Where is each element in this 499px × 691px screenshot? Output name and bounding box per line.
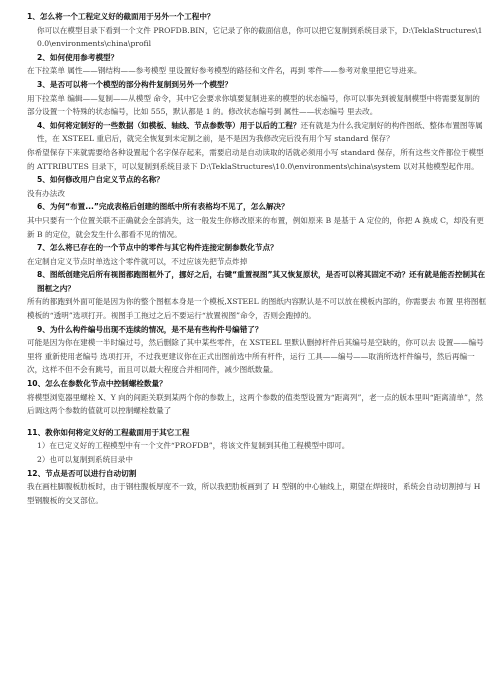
- question-8: 8、图纸创建完后所有视图都跑图框外了，挪好之后，右键“重置视图”其又恢复原状，是否可以将其固定不动？还有就是能否控制其在图框之内？: [37, 270, 486, 293]
- answer-10-line-1: 将模型浏览器里螺栓 X、Y 向的间距关联到某两个你的参数上，这两个参数的值类型设置为“距离列”，老一点的版本里叫“距离清单”，然后调这两个参数的值就可以控制螺栓数量了: [27, 392, 484, 416]
- answer-3-line-1: 用下拉菜单 编辑——复制——从模型 命令，其中它会要求你填要复制进来的模型的状态编号，你可以事先到被复制模型中将需要复制的部分设置一个特殊的状态编号，比如 555，默认都是 1 的。修改状态编号到 属性——状态编号 里去改。: [27, 93, 480, 117]
- document-body: [27, 10, 487, 507]
- answer-2-line-1: 在下拉菜单 属性——钢结构——参考模型 里设置好参考模型的路径和文件名，再到 零件——参考对象里把它导进来。: [27, 66, 422, 76]
- answer-8-line-1: 所有的都跑到外面可能是因为你的整个图框本身是一个模板,XSTEEL 的图纸内容默认是不可以放在模板内部的，你需要去 布置 里将图框模板的“透明”选项打开。视图手工拖过之后不要运行“放置视图”命令，否则会跑掉的。: [27, 297, 487, 321]
- answer-1-line-1: 你可以在模型目录下看到一个文件 PROFDB.BIN，它记录了你的截面信息，你可以把它复制到系统目录下，D:\TeklaStructures\10.0\environments\china\profil: [37, 25, 483, 49]
- question-1: 1、怎么将一个工程定义好的截面用于另外一个工程中？: [27, 12, 215, 21]
- answer-4-line-1: 还有就是为什么我定制好的构件图纸、整体布置图等属性，在 XSTEEL 重启后，就完全恢复到未定制之前，是不是因为我修改完后没有用个写 standard 保存？: [37, 120, 483, 144]
- answer-4-line-2: 你希望保存下来就需要给各种设置起个名字保存起来，需要启动是自动读取的话就必须用小写 standard 保存，所有这些文件都位于模型的 ATTRIBUTES 目录下，可以复制到系统目录下 D:\TeklaStructures\10.0\environments\china\system 以对其他模型起作用。: [27, 147, 484, 171]
- faq-item-6: [27, 200, 487, 241]
- faq-item-5: [27, 173, 487, 200]
- faq-item-3: [27, 78, 487, 119]
- question-11: 11、教你如何将定义好的工程截面用于其它工程: [27, 427, 190, 437]
- question-3: 3、是否可以将一个模型的部分构件复制到另外一个模型？: [37, 79, 233, 89]
- faq-item-1: [27, 10, 487, 51]
- question-4: 4、如何将定制好的一些数据（如模板、轴线、节点参数等）用于以后的工程？: [37, 120, 301, 130]
- answer-6-line-1: 其中只要有一个位置关联不正确就会全部消失，这一般发生你修改原来的布置，例如原来 B 是基于 A 定位的，你把 A 换成 C，却没有更新 B 的定位，就会发生什么都看不见的情况。: [27, 215, 484, 239]
- faq-item-8: [27, 268, 487, 322]
- question-5: 5、如何修改用户自定义节点的名称？: [37, 175, 164, 185]
- question-2: 2、如何使用参考模型？: [37, 52, 119, 62]
- faq-item-2: [27, 51, 487, 78]
- question-7: 7、怎么将已存在的一个节点中的零件与其它构件连接定制参数化节点？: [37, 243, 278, 253]
- faq-item-10: [27, 377, 487, 418]
- answer-12-line-1: 我在画柱脚腹板肋板时，由于钢柱腹板厚度不一致，所以我把肋板画到了 H 型钢的中心轴线上，期望在焊接时，系统会自动切割掉与 H 型钢腹板的交叉部位。: [27, 482, 481, 505]
- faq-item-12: [27, 467, 487, 508]
- answer-9-line-1: 可能是因为你在建模一半时编过号，然后删除了其中某些零件，在 XSTEEL 里默认删掉杆件后其编号是空缺的，你可以去 设置——编号里将 重新使用老编号 选项打开，不过我更建议你在正式出图前选中所有杆件，运行 工具——编号——取消所选杆件编号，然后再编一次，这样不但不会有跳号，而且可以最大程度合并相同件，减少图纸数量。: [27, 338, 484, 375]
- faq-item-4: [27, 119, 487, 173]
- answer-11-line-2: 2）也可以复制到系统目录中: [37, 455, 133, 464]
- spacer: [27, 418, 487, 426]
- answer-11-line-1: 1）在已定义好的工程模型中有一个文件“PROFDB”，将该文件复制到其他工程模型中即可。: [37, 441, 350, 451]
- question-6: 6、为何“布置...”完成表格后创建的图纸中所有表格均不见了，怎么解决？: [37, 202, 289, 212]
- question-12: 12、节点是否可以进行自动切割: [27, 468, 137, 478]
- answer-7-line-1: 在定制自定义节点时单选这个零件就可以，不过应该先把节点炸掉: [27, 256, 248, 266]
- question-10: 10、怎么在参数化节点中控制螺栓数量？: [27, 379, 167, 389]
- answer-5-line-1: 没有办法改: [27, 188, 65, 198]
- faq-item-7: [27, 241, 487, 268]
- question-9: 9、为什么构件编号出现不连续的情况，是不是有些构件号编错了？: [37, 324, 263, 334]
- faq-item-9: [27, 323, 487, 377]
- faq-item-11: [27, 426, 487, 467]
